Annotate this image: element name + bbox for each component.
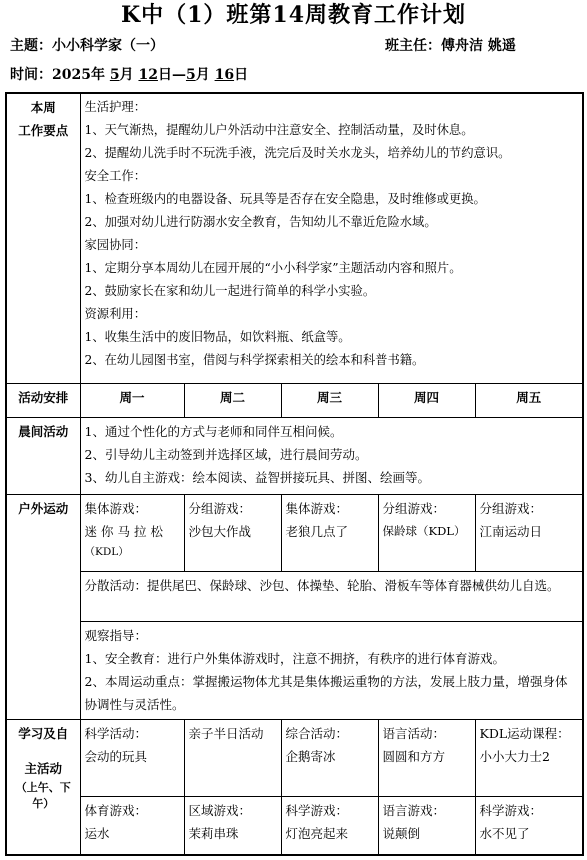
morning-line: 2、引导幼儿主动签到并选择区域，进行晨间劳动。 [84,447,368,463]
guide-line: 2、本周运动重点：掌握搬运物体尤其是集体搬运重物的方法，发展上肢力量，增强身体协调性与灵活性。 [84,674,568,713]
focus-line: 家园协同： [84,238,146,252]
learning-cell [475,720,583,797]
page-title: K中（1）班第14周教育工作计划 [120,2,467,28]
outdoor-label: 户外运动 [6,495,80,720]
focus-line: 1、定期分享本周幼儿在园开展的“小小科学家”主题活动内容和照片。 [84,261,462,275]
learning-cell [378,720,475,797]
activity-name: 运水 [84,825,110,841]
learning-cell [475,796,583,855]
learning-cell [184,720,281,797]
guide-line: 1、安全教育：进行户外集体游戏时，注意不拥挤，有秩序的进行体育游戏。 [84,651,505,667]
weekly-focus-label-line1: 本周 [30,100,56,115]
outdoor-free-row [6,571,583,621]
activity-type: 科学游戏： [479,802,543,818]
activity-type: 科学活动： [84,726,148,742]
activity-name: 茉莉串珠 [188,825,239,841]
start-month: 5 [109,67,120,83]
focus-line: 1、天气渐热，提醒幼儿户外活动中注意安全、控制活动量，及时休息。 [84,123,474,137]
theme-label: 主题： [10,38,52,54]
game-type: 分组游戏： [188,501,252,517]
teacher-line [385,36,516,56]
learning-cell [281,796,378,855]
day-wednesday: 周三 [281,384,378,418]
focus-line: 2、加强对幼儿进行防溺水安全教育，告知幼儿不靠近危险水域。 [84,215,437,229]
theme-value: 小小科学家（一） [52,38,164,54]
learning-row-1 [6,720,583,797]
month-char-2: 月 [195,67,210,83]
game-name: 江南运动日 [479,524,543,540]
day-tuesday: 周二 [184,384,281,418]
learning-label-line1: 学习及自 [18,726,69,742]
activity-name: 灯泡亮起来 [285,825,349,841]
year-text: 2025年 [52,67,105,83]
activity-type: 区域游戏： [188,802,252,818]
end-day: 16 [214,67,235,83]
schedule-row [6,384,583,418]
guide-title: 观察指导： [84,628,148,644]
focus-line: 2、提醒幼儿洗手时不玩洗手液，洗完后及时关水龙头，培养幼儿的节约意识。 [84,146,511,160]
outdoor-game-cell [80,495,184,572]
day-monday: 周一 [80,384,184,418]
morning-row [6,418,583,495]
game-name: 迷你马拉松 [84,524,168,540]
weekly-focus-label-line2: 工作要点 [18,123,69,138]
activity-name: 会动的玩具 [84,749,148,765]
learning-row-2 [6,796,583,855]
end-month: 5 [185,67,196,83]
learning-label-line3: （上午、下午） [15,781,71,811]
game-type: 分组游戏： [479,501,543,517]
activity-name: 说颠倒 [382,825,421,841]
morning-label: 晨间活动 [6,418,80,495]
focus-line: 2、在幼儿园图书室，借阅与科学探索相关的绘本和科普书籍。 [84,353,425,367]
game-name: 沙包大作战 [188,524,252,540]
schedule-label: 活动安排 [6,384,80,418]
day-friday: 周五 [475,384,583,418]
focus-line: 安全工作： [84,169,146,183]
learning-cell [378,796,475,855]
day-thursday: 周四 [378,384,475,418]
morning-content [80,418,583,495]
game-name: 老狼几点了 [285,524,349,540]
teacher-value: 傅舟洁 姚遥 [441,38,516,54]
activity-type: 语言游戏： [382,802,446,818]
free-play-text: 分散活动：提供尾巴、保龄球、沙包、体操垫、轮胎、滑板车等体育器械供幼儿自选。 [84,577,560,593]
time-label: 时间： [10,67,52,83]
activity-type: 综合活动： [285,726,349,742]
day-dash: 日— [157,67,186,83]
outdoor-guide [80,622,583,720]
outdoor-game-cell [378,495,475,572]
activity-type: KDL运动课程： [479,726,570,742]
activity-name: 企鹅寄冰 [285,749,336,765]
learning-cell [281,720,378,797]
focus-line: 资源利用： [84,307,146,321]
start-day: 12 [138,67,158,83]
outdoor-game-cell [281,495,378,572]
game-type: 分组游戏： [382,501,446,517]
activity-name: 水不见了 [479,825,530,841]
activity-name: 圆圆和方方 [382,749,446,765]
game-type: 集体游戏： [285,501,349,517]
date-line [10,65,248,85]
learning-label [6,720,80,855]
month-char-1: 月 [119,67,134,83]
game-name: 保龄球（KDL） [382,524,466,539]
learning-cell [80,720,184,797]
outdoor-game-cell [475,495,583,572]
focus-line: 1、检查班级内的电器设备、玩具等是否存在安全隐患，及时维修或更换。 [84,192,486,206]
outdoor-free-play [80,571,583,621]
focus-line: 1、收集生活中的废旧物品，如饮料瓶、纸盒等。 [84,330,351,344]
game-type: 集体游戏： [84,501,148,517]
weekly-focus-label [6,93,80,384]
activity-type: 科学游戏： [285,802,349,818]
activity-type: 亲子半日活动 [188,726,264,742]
focus-line: 2、鼓励家长在家和幼儿一起进行简单的科学小实验。 [84,284,376,298]
focus-line: 生活护理： [84,100,146,114]
learning-cell [80,796,184,855]
activity-type: 体育游戏： [84,802,148,818]
learning-label-line2: 主活动 [24,761,62,777]
morning-line: 1、通过个性化的方式与老师和同伴互相问候。 [84,424,343,440]
game-note: （KDL） [84,546,129,559]
outdoor-games-row [6,495,583,572]
learning-cell [184,796,281,855]
weekly-plan-table [5,92,584,856]
activity-name: 小小大力士2 [479,749,550,765]
weekly-focus-row [6,93,583,384]
teacher-label: 班主任： [385,38,441,54]
activity-type: 语言活动： [382,726,446,742]
weekly-focus-content [80,93,583,384]
outdoor-guide-row [6,622,583,720]
morning-line: 3、幼儿自主游戏：绘本阅读、益智拼接玩具、拼图、绘画等。 [84,470,430,486]
day-char: 日 [234,67,249,83]
theme-line [10,36,164,56]
outdoor-game-cell [184,495,281,572]
